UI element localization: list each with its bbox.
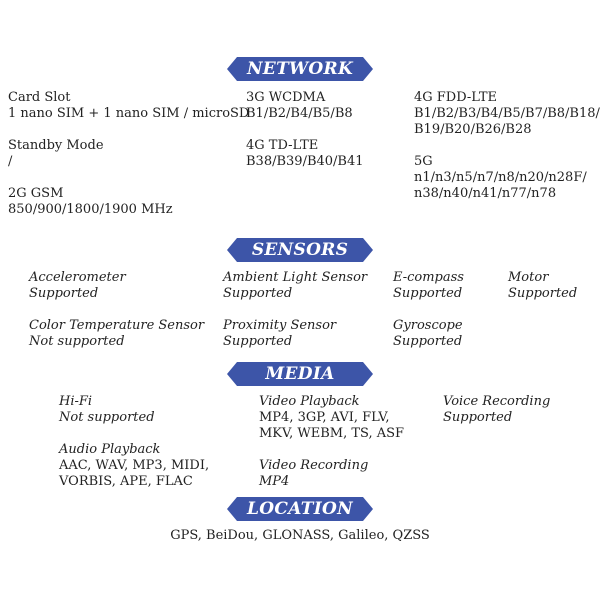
fiveg-value-line2: n38/n40/n41/n77/n78	[414, 186, 557, 201]
ambient-light-value: Supported	[223, 286, 293, 301]
gyroscope-spec	[393, 318, 463, 350]
video-playback-spec	[259, 394, 404, 442]
video-recording-spec	[259, 458, 368, 490]
tdlte-value: B38/B39/B40/B41	[246, 154, 364, 169]
wcdma-label: 3G WCDMA	[246, 90, 326, 105]
fddlte-label: 4G FDD-LTE	[414, 90, 498, 105]
card-slot-value: 1 nano SIM + 1 nano SIM / microSD	[8, 106, 250, 121]
hifi-spec	[59, 394, 155, 426]
gyroscope-label: Gyroscope	[393, 318, 463, 333]
video-playback-value-line1: MP4, 3GP, AVI, FLV,	[259, 410, 390, 425]
location-value: GPS, BeiDou, GLONASS, Galileo, QZSS	[170, 528, 430, 543]
location-section-badge	[227, 497, 373, 521]
color-temperature-spec	[29, 318, 204, 350]
gsm-label: 2G GSM	[8, 186, 64, 201]
media-section-badge	[227, 362, 373, 386]
voice-recording-label: Voice Recording	[443, 394, 551, 409]
network-section-badge	[227, 57, 373, 81]
ecompass-spec	[393, 270, 464, 302]
accelerometer-label: Accelerometer	[29, 270, 126, 285]
standby-mode-value: /	[8, 154, 13, 169]
sensors-section-badge	[227, 238, 373, 262]
video-recording-label: Video Recording	[259, 458, 369, 473]
sensors-section-title: SENSORS	[251, 240, 349, 260]
video-playback-value-line2: MKV, WEBM, TS, ASF	[259, 426, 405, 441]
accelerometer-value: Supported	[29, 286, 99, 301]
video-recording-value: MP4	[259, 474, 290, 489]
media-section-title: MEDIA	[265, 364, 335, 384]
voice-recording-spec	[443, 394, 550, 426]
wcdma-value: B1/B2/B4/B5/B8	[246, 106, 353, 121]
standby-mode-spec	[8, 138, 104, 170]
audio-playback-spec	[59, 442, 209, 490]
wcdma-spec	[246, 90, 353, 122]
audio-playback-label: Audio Playback	[59, 442, 161, 457]
motor-spec	[508, 270, 577, 302]
card-slot-spec	[8, 90, 249, 122]
tdlte-spec	[246, 138, 364, 170]
ecompass-label: E-compass	[393, 270, 464, 285]
video-playback-label: Video Playback	[259, 394, 360, 409]
hifi-label: Hi-Fi	[59, 394, 93, 409]
ambient-light-label: Ambient Light Sensor	[223, 270, 368, 285]
ambient-light-spec	[223, 270, 367, 302]
network-section-title: NETWORK	[246, 59, 354, 79]
audio-playback-value-line2: VORBIS, APE, FLAC	[59, 474, 193, 489]
tdlte-label: 4G TD-LTE	[246, 138, 319, 153]
accelerometer-spec	[29, 270, 126, 302]
card-slot-label: Card Slot	[8, 90, 71, 105]
fiveg-value-line1: n1/n3/n5/n7/n8/n20/n28F/	[414, 170, 587, 185]
color-temperature-value: Not supported	[29, 334, 125, 349]
hifi-value: Not supported	[59, 410, 155, 425]
color-temperature-label: Color Temperature Sensor	[29, 318, 205, 333]
fddlte-value-line2: B19/B20/B26/B28	[414, 122, 532, 137]
proximity-spec	[223, 318, 336, 350]
ecompass-value: Supported	[393, 286, 463, 301]
fiveg-label: 5G	[414, 154, 433, 169]
voice-recording-value: Supported	[443, 410, 513, 425]
gyroscope-value: Supported	[393, 334, 463, 349]
gsm-value: 850/900/1800/1900 MHz	[8, 202, 173, 217]
gsm-spec	[8, 186, 173, 218]
motor-value: Supported	[508, 286, 578, 301]
proximity-label: Proximity Sensor	[223, 318, 337, 333]
standby-mode-label: Standby Mode	[8, 138, 104, 153]
audio-playback-value-line1: AAC, WAV, MP3, MIDI,	[59, 458, 210, 473]
proximity-value: Supported	[223, 334, 293, 349]
motor-label: Motor	[508, 270, 549, 285]
fddlte-value-line1: B1/B2/B3/B4/B5/B7/B8/B18/	[414, 106, 600, 121]
fiveg-spec	[414, 154, 587, 202]
location-section-title: LOCATION	[247, 499, 353, 519]
fddlte-spec	[414, 90, 600, 138]
